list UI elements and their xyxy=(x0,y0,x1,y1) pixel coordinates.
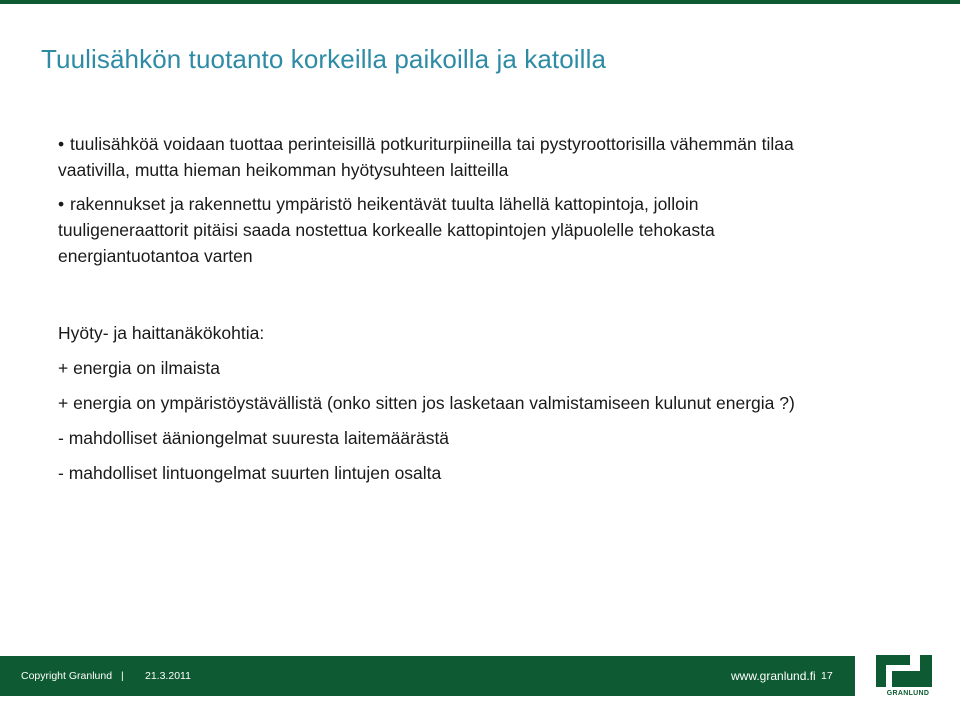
bullet-1-line-2: vaativilla, mutta hieman heikomman hyötysuhteen laitteilla xyxy=(58,160,509,180)
footer-url[interactable]: www.granlund.fi xyxy=(731,669,816,683)
bullet-item-1 xyxy=(58,131,928,183)
footer-date: 21.3.2011 xyxy=(145,670,191,682)
pros-cons-heading: Hyöty- ja haittanäkökohtia: xyxy=(58,323,265,343)
bullet-2-line-3: energiantuotantoa varten xyxy=(58,246,253,266)
bullet-item-2 xyxy=(58,191,928,269)
bullet-marker: • xyxy=(58,134,65,154)
top-accent-bar xyxy=(0,0,960,4)
pros-cons-item: + energia on ympäristöystävällistä (onko sitten jos lasketaan valmistamiseen kulunut energia ?) xyxy=(58,393,795,413)
slide-title: Tuulisähkön tuotanto korkeilla paikoilla ja katoilla xyxy=(41,44,606,74)
pros-cons-item: + energia on ilmaista xyxy=(58,358,220,378)
page-number: 17 xyxy=(821,670,833,682)
pros-cons-section xyxy=(58,320,938,495)
bullet-list xyxy=(58,131,928,275)
bullet-2-line-2: tuuligeneraattorit pitäisi saada nostettua korkealle kattopintojen yläpuolelle tehokasta xyxy=(58,220,715,240)
bullet-marker: • xyxy=(58,194,65,214)
bullet-1-line-1: tuulisähköä voidaan tuottaa perinteisillä potkuriturpiineilla tai pystyroottorisilla vähemmän tilaa xyxy=(70,134,794,154)
pros-cons-item: - mahdolliset ääniongelmat suuresta laitemäärästä xyxy=(58,428,450,448)
footer-bar xyxy=(0,656,855,696)
footer-separator: | xyxy=(121,670,124,682)
footer-copyright: Copyright Granlund xyxy=(21,670,113,682)
logo-label: GRANLUND xyxy=(886,690,930,697)
bullet-2-line-1: rakennukset ja rakennettu ympäristö heikentävät tuulta lähellä kattopintoja, jolloin xyxy=(70,194,699,214)
pros-cons-item: - mahdolliset lintuongelmat suurten lintujen osalta xyxy=(58,463,442,483)
